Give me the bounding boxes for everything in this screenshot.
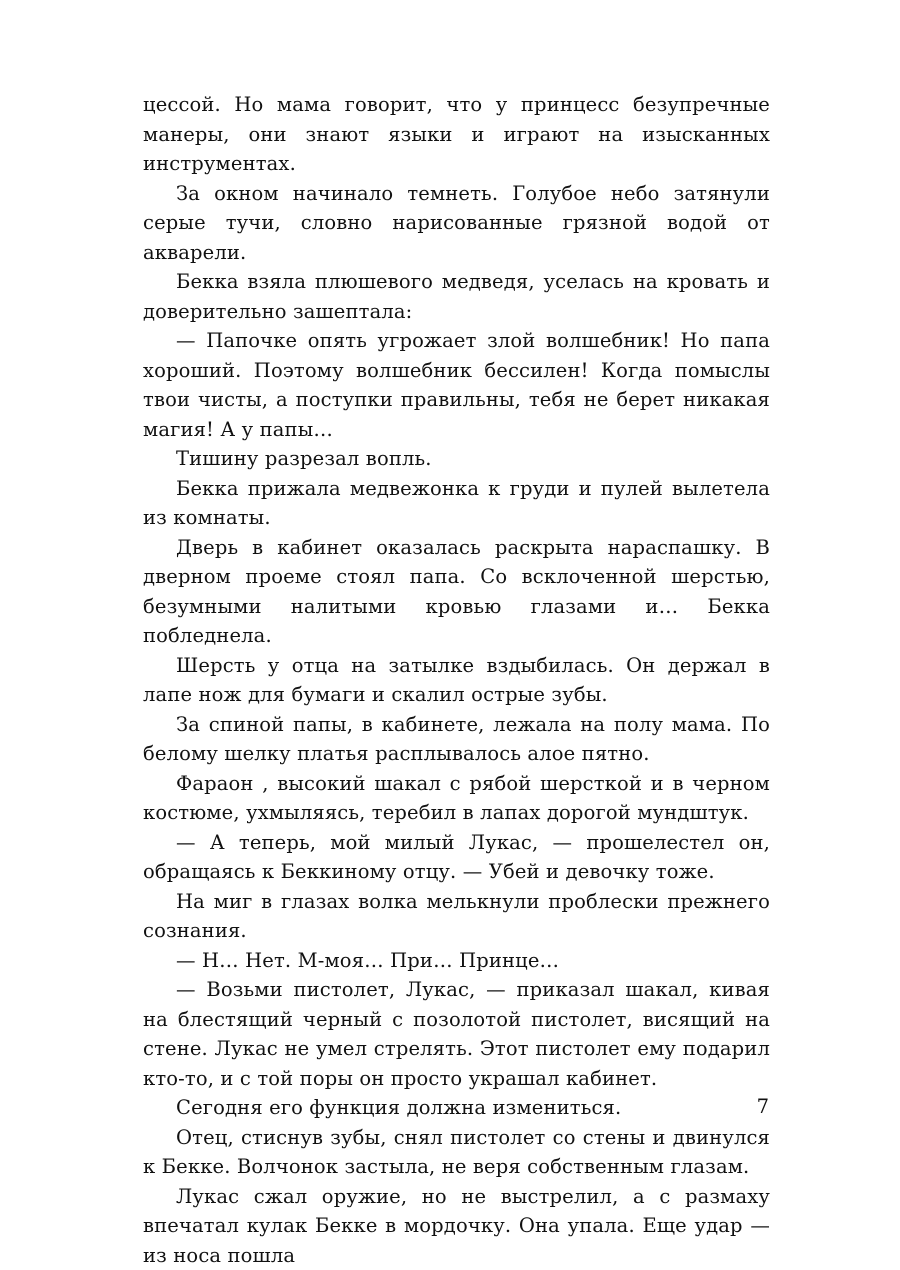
paragraph: За спиной папы, в кабинете, лежала на полу мама. По белому шелку платья расплывалось алое пятно. xyxy=(143,710,770,769)
paragraph: Лукас сжал оружие, но не выстрелил, а с размаху впечатал кулак Бекке в мордочку. Она упала. Еще удар — из носа пошла xyxy=(143,1182,770,1270)
paragraph: Дверь в кабинет оказалась раскрыта нараспашку. В дверном проеме стоял папа. Со всклоченной шерстью, безумными налитыми кровью глазами и… Бекка побледнела. xyxy=(143,533,770,651)
paragraph: На миг в глазах волка мелькнули проблески прежнего сознания. xyxy=(143,887,770,946)
paragraph: — А теперь, мой милый Лукас, — прошелестел он, обращаясь к Беккиному отцу. — Убей и девочку тоже. xyxy=(143,828,770,887)
body-text xyxy=(143,90,770,1270)
paragraph: Тишину разрезал вопль. xyxy=(143,444,770,474)
paragraph: Отец, стиснув зубы, снял пистолет со стены и двинулся к Бекке. Волчонок застыла, не веря собственным глазам. xyxy=(143,1123,770,1182)
paragraph: — Возьми пистолет, Лукас, — приказал шакал, кивая на блестящий черный с позолотой пистолет, висящий на стене. Лукас не умел стрелять. Этот пистолет ему подарил кто-то, и с той поры он просто украшал кабинет. xyxy=(143,975,770,1093)
paragraph: Сегодня его функция должна измениться. xyxy=(143,1093,770,1123)
paragraph: Бекка взяла плюшевого медведя, уселась на кровать и доверительно зашептала: xyxy=(143,267,770,326)
paragraph-continued: цессой. Но мама говорит, что у принцесс безупречные манеры, они знают языки и играют на изысканных инструментах. xyxy=(143,90,770,179)
paragraph: — Папочке опять угрожает злой волшебник! Но папа хороший. Поэтому волшебник бессилен! Когда помыслы твои чисты, а поступки правильны, тебя не берет никакая магия! А у папы… xyxy=(143,326,770,444)
page-number: 7 xyxy=(757,1095,769,1118)
paragraph: Фараон , высокий шакал с рябой шерсткой и в черном костюме, ухмыляясь, теребил в лапах дорогой мундштук. xyxy=(143,769,770,828)
paragraph: — Н… Нет. М-моя… При… Принце… xyxy=(143,946,770,976)
paragraph: Бекка прижала медвежонка к груди и пулей вылетела из комнаты. xyxy=(143,474,770,533)
paragraph: За окном начинало темнеть. Голубое небо затянули серые тучи, словно нарисованные грязной водой от акварели. xyxy=(143,179,770,268)
paragraph: Шерсть у отца на затылке вздыбилась. Он держал в лапе нож для бумаги и скалил острые зубы. xyxy=(143,651,770,710)
